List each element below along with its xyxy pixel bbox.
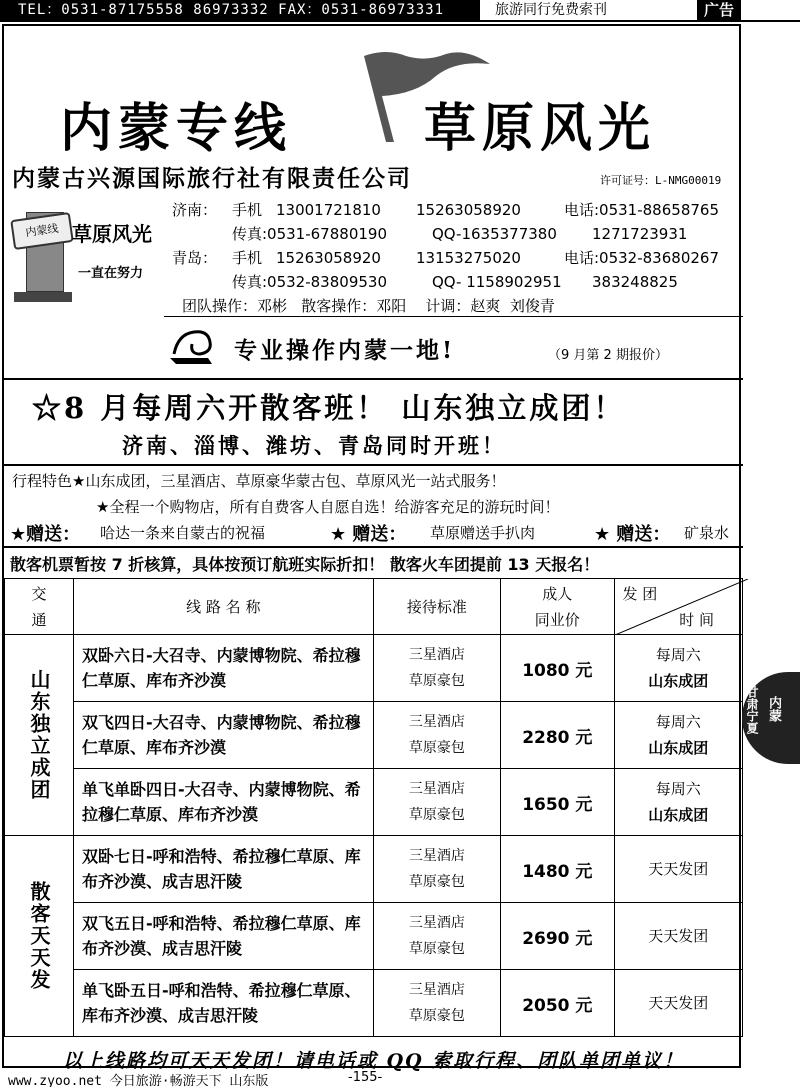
qq: QQ-1635377380 (432, 225, 557, 243)
signpost-logo (8, 204, 158, 306)
company-name: 内蒙古兴源国际旅行社有限责任公司 (12, 166, 412, 192)
mobile-2: 15263058920 (416, 201, 521, 219)
departure-label-b: 时 间 (679, 611, 714, 629)
gift-text: 哈达一条来自蒙古的祝福 (100, 524, 266, 542)
table-row (5, 635, 743, 702)
group-label: 散客天天发 (27, 881, 51, 991)
region-tab[interactable] (742, 672, 800, 764)
mobile-2: 13153275020 (416, 249, 521, 267)
signpost-plate: 内蒙线 (10, 212, 74, 250)
divider (4, 378, 743, 380)
price: 1080 元 (501, 635, 614, 702)
route-name: 双卧七日-呼和浩特、希拉穆仁草原、库布齐沙漠、成吉思汗陵 (74, 836, 374, 903)
gift-text: 草原赠送手扒肉 (430, 524, 536, 542)
signpost-base (14, 292, 72, 302)
mobile-label: 手机 (232, 249, 263, 267)
ribbon-icon (168, 324, 220, 366)
footer-site: www.zyoo.net 今日旅游·畅游天下 山东版 (8, 1074, 269, 1087)
standard-cell (373, 970, 501, 1037)
page-footer (0, 1068, 800, 1087)
gift-text: 矿泉水 (684, 524, 730, 542)
hotel-standard: 三星酒店 (408, 781, 465, 797)
standard-cell (373, 903, 501, 970)
departure-note: 山东成团 (648, 672, 709, 690)
page-number: -155- (348, 1070, 383, 1085)
camp-standard: 草原豪包 (408, 673, 465, 689)
table-row (5, 769, 743, 836)
camp-standard: 草原豪包 (408, 807, 465, 823)
hotel-standard: 三星酒店 (408, 982, 465, 998)
booking-notice: 散客机票暂按 7 折核算，具体按预订航班实际折扣！ 散客火车团提前 13 天报名！ (10, 555, 600, 574)
tel: 电话:0531-88658765 (564, 201, 719, 219)
table-row (5, 836, 743, 903)
departure-cell (614, 635, 743, 702)
col-route: 线 路 名 称 (74, 579, 374, 635)
standard-cell (373, 769, 501, 836)
promo-text: 专业操作内蒙一地! (234, 337, 456, 364)
price: 2280 元 (501, 702, 614, 769)
mobile-label: 手机 (232, 201, 263, 219)
signpost-title: 草原风光 (72, 222, 152, 246)
col-standard: 接待标准 (373, 579, 501, 635)
group-label-cell (5, 635, 74, 836)
divider (164, 316, 743, 317)
group-label: 山东独立成团 (27, 669, 51, 801)
camp-standard: 草原豪包 (408, 740, 465, 756)
route-name: 双飞四日-大召寺、内蒙博物院、希拉穆仁草原、库布齐沙漠 (74, 702, 374, 769)
slogan: 旅游同行免费索刊 (495, 2, 607, 18)
qq-2: 383248825 (592, 273, 678, 291)
route-name: 单飞卧五日-呼和浩特、希拉穆仁草原、库布齐沙漠、成吉思汗陵 (74, 970, 374, 1037)
departure-note: 山东成团 (648, 806, 709, 824)
promo-line (164, 324, 743, 368)
camp-standard: 草原豪包 (408, 941, 465, 957)
table-row (5, 702, 743, 769)
price: 1650 元 (501, 769, 614, 836)
routes-table (4, 578, 743, 1037)
camp-standard: 草原豪包 (408, 874, 465, 890)
gift-label: ★ 赠送： (594, 524, 671, 545)
departure-label-a: 发 团 (622, 585, 658, 603)
jinan-fax-row (172, 222, 744, 246)
divider (4, 546, 743, 548)
fax: 传真:0531-67880190 (232, 225, 387, 243)
standard-cell (373, 702, 501, 769)
gifts-row (10, 520, 742, 544)
gift-label: ★ 赠送： (330, 524, 407, 545)
ad-badge: 广告 (697, 0, 741, 20)
contact-line: TEL：0531-87175558 86973332 FAX：0531-86973331 (0, 0, 480, 20)
price: 2050 元 (501, 970, 614, 1037)
departure-day: 天天发团 (614, 970, 743, 1037)
jinan-mobile-row (172, 198, 744, 222)
mobile-1: 15263058920 (276, 249, 381, 267)
operators-row (172, 294, 744, 318)
headline-cities: 济南、淄博、潍坊、青岛同时开班！ (122, 433, 506, 458)
col-departure (614, 579, 743, 635)
city-label: 济南： (172, 201, 218, 219)
departure-day: 天天发团 (614, 903, 743, 970)
qingdao-mobile-row (172, 246, 744, 270)
promo-issue: （9 月第 2 期报价） (548, 348, 668, 363)
table-row (5, 970, 743, 1037)
mobile-1: 13001721810 (276, 201, 381, 219)
departure-cell (614, 702, 743, 769)
ad-header (4, 26, 743, 159)
region-tab-other: 甘肃宁夏 (745, 686, 759, 734)
bottom-banner: 以上线路均可天天发团！请电话或 QQ 索取行程、团队单团单议！ (62, 1050, 685, 1072)
title-right: 草原风光 (424, 98, 657, 159)
price: 1480 元 (501, 836, 614, 903)
city-label: 青岛： (172, 249, 218, 267)
fax: 传真:0532-83809530 (232, 273, 387, 291)
hotel-standard: 三星酒店 (408, 714, 465, 730)
group-label-cell (5, 836, 74, 1037)
camp-standard: 草原豪包 (408, 1008, 465, 1024)
signpost-motto: 一直在努力 (78, 266, 144, 281)
departure-note: 山东成团 (648, 739, 709, 757)
feature-line: 行程特色★山东成团，三星酒店、草原豪华蒙古包、草原风光一站式服务！ (12, 472, 506, 490)
table-header-row (5, 579, 743, 635)
departure-day: 每周六 (655, 713, 701, 731)
standard-cell (373, 836, 501, 903)
qingdao-fax-row (172, 270, 744, 294)
headline-main: ☆8 月每周六开散客班！ 山东独立成团！ (32, 391, 626, 425)
operators: 团队操作：邓彬 散客操作：邓阳 计调：赵爽 刘俊青 (182, 297, 555, 315)
hotel-standard: 三星酒店 (408, 647, 465, 663)
table-row (5, 903, 743, 970)
route-name: 单飞单卧四日-大召寺、内蒙博物院、希拉穆仁草原、库布齐沙漠 (74, 769, 374, 836)
departure-day: 天天发团 (614, 836, 743, 903)
gift-label: ★赠送： (10, 524, 81, 545)
standard-cell (373, 635, 501, 702)
departure-day: 每周六 (655, 780, 701, 798)
divider (4, 464, 743, 466)
route-name: 双卧六日-大召寺、内蒙博物院、希拉穆仁草原、库布齐沙漠 (74, 635, 374, 702)
qq-2: 1271723931 (592, 225, 688, 243)
tel: 电话:0532-83680267 (564, 249, 719, 267)
region-tab-current: 内蒙 (766, 696, 781, 722)
hotel-standard: 三星酒店 (408, 848, 465, 864)
contacts-block (172, 198, 744, 318)
price: 2690 元 (501, 903, 614, 970)
top-bar (0, 0, 800, 22)
license-number: 许可证号：L-NMG00019 (600, 174, 722, 187)
col-price: 成人 同业价 (501, 579, 614, 635)
ad-frame (2, 24, 741, 1072)
qq: QQ- 1158902951 (432, 273, 562, 291)
hotel-standard: 三星酒店 (408, 915, 465, 931)
departure-cell (614, 769, 743, 836)
col-transport: 交 通 (5, 579, 74, 635)
title-left: 内蒙专线 (60, 98, 293, 159)
route-name: 双飞五日-呼和浩特、希拉穆仁草原、库布齐沙漠、成吉思汗陵 (74, 903, 374, 970)
departure-day: 每周六 (655, 646, 701, 664)
feature-line: ★全程一个购物店，所有自费客人自愿自选！给游客充足的游玩时间！ (96, 498, 560, 516)
